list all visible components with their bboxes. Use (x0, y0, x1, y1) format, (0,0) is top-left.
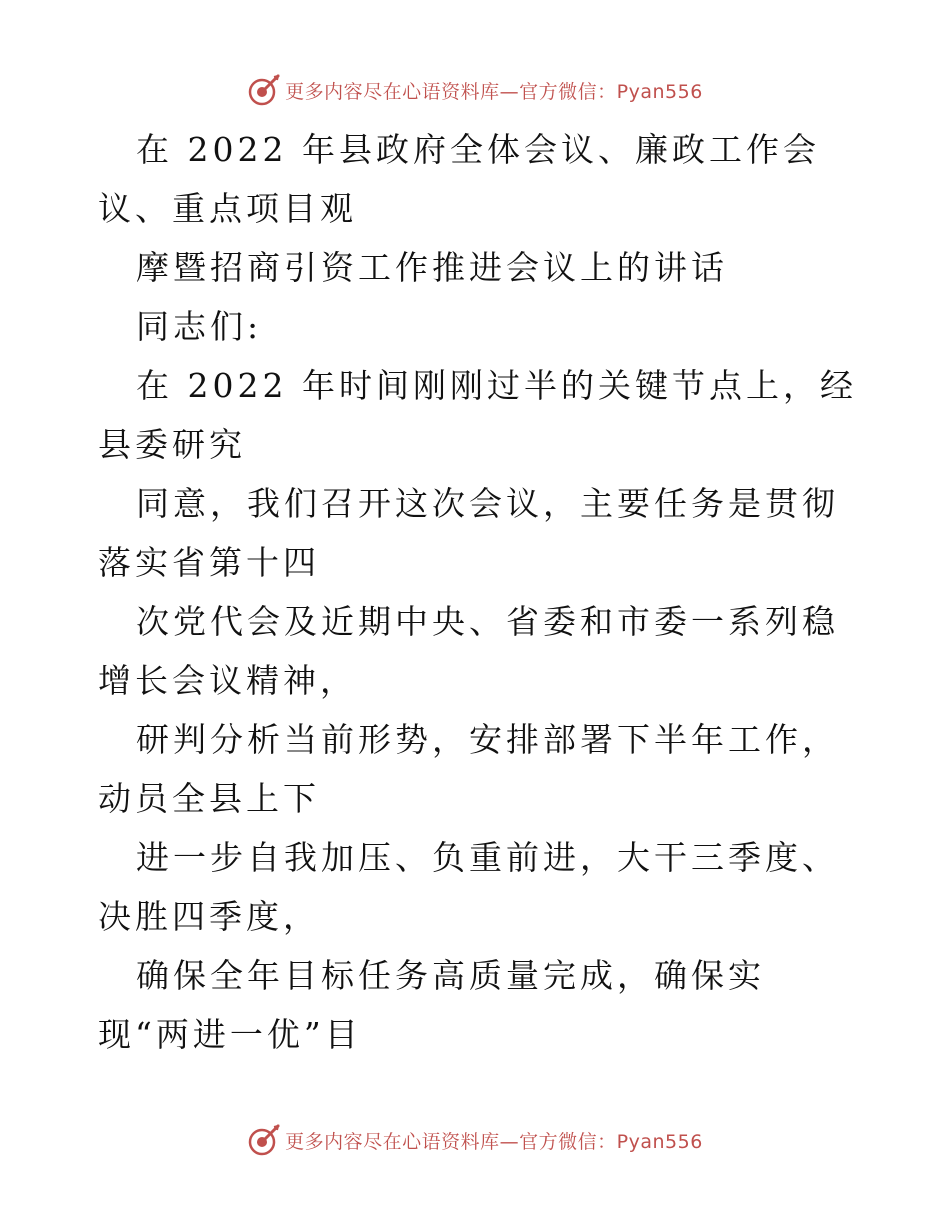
paragraph: 次党代会及近期中央、省委和市委一系列稳增长会议精神， (98, 602, 839, 700)
paragraph: 同志们: (136, 307, 263, 346)
paragraph: 进一步自我加压、负重前进，大干三季度、决胜四季度， (98, 838, 839, 936)
footer-watermark (0, 1120, 950, 1160)
paragraph: 在 2022 年县政府全体会议、廉政工作会议、重点项目观 (98, 130, 820, 228)
watermark-text: 更多内容尽在心语资料库—官方微信：Pyan556 (285, 80, 703, 103)
paragraph: 研判分析当前形势，安排部署下半年工作，动员全县上下 (98, 720, 839, 818)
paragraph: 摩暨招商引资工作推进会议上的讲话 (136, 248, 728, 287)
brush-logo-icon (247, 73, 281, 107)
watermark-text: 更多内容尽在心语资料库—官方微信：Pyan556 (285, 1130, 703, 1153)
paragraph: 确保全年目标任务高质量完成，确保实现“两进一优”目 (98, 956, 765, 1054)
document-body (98, 120, 858, 1064)
brush-logo-icon (247, 1123, 281, 1157)
paragraph: 同意，我们召开这次会议，主要任务是贯彻落实省第十四 (98, 484, 839, 582)
paragraph: 在 2022 年时间刚刚过半的关键节点上，经县委研究 (98, 366, 857, 464)
header-watermark (0, 70, 950, 110)
